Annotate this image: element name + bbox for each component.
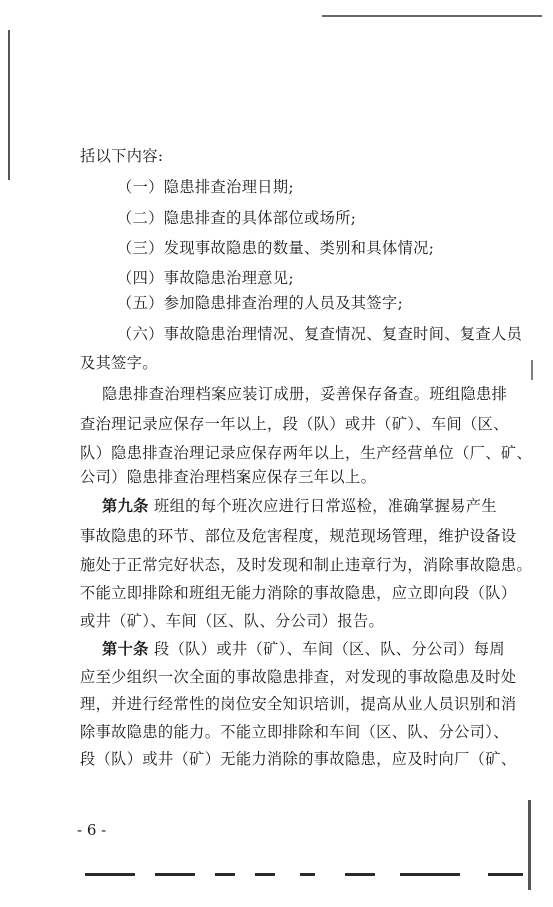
text-line: [117, 177, 513, 197]
line-text: （三）发现事故隐患的数量、类别和具体情况;: [117, 239, 435, 257]
line-text: 应至少组织一次全面的事故隐患排查，对发现的事故隐患及时处: [80, 668, 517, 686]
text-line: [117, 208, 513, 228]
line-text: （四）事故隐患治理意见;: [117, 269, 294, 287]
text-line: [117, 293, 513, 313]
scan-edge-mark: [488, 873, 523, 876]
line-text: 查治理记录应保存一年以上，段（队）或井（矿）、车间（区、: [80, 415, 509, 433]
scan-edge-mark: [400, 873, 460, 876]
line-text: （六）事故隐患治理情况、复查情况、复查时间、复查人员: [117, 325, 523, 343]
line-text: （一）隐患排查治理日期;: [117, 178, 294, 196]
text-line: [102, 639, 513, 659]
text-line: [80, 526, 517, 546]
scan-edge-mark: [300, 873, 315, 876]
text-line: [80, 467, 513, 487]
scan-edge-mark: [215, 873, 235, 876]
text-line: [102, 496, 513, 516]
line-text: 不能立即排除和班组无能力消除的事故隐患，应立即向段（队）: [80, 584, 517, 602]
scan-edge-mark: [345, 873, 375, 876]
text-line: [80, 555, 533, 575]
line-text: 公司）隐患排查治理档案应保存三年以上。: [80, 468, 377, 486]
line-text: 及其签字。: [80, 354, 158, 372]
text-line: [80, 694, 517, 714]
line-text: 或井（矿）、车间（区、队、分公司）报告。: [80, 612, 385, 630]
text-line: [80, 353, 513, 373]
text-line: [80, 414, 513, 434]
line-text: 段（队）或井（矿）无能力消除的事故隐患，应及时向厂（矿、: [80, 750, 517, 768]
page-number: - 6 -: [77, 821, 107, 839]
line-text: （五）参加隐患排查治理的人员及其签字;: [117, 294, 404, 312]
line-text: 理，并进行经常性的岗位安全知识培训，提高从业人员识别和消: [80, 695, 517, 713]
line-text: 施处于正常完好状态，及时发现和制止违章行为，消除事故隐患。: [80, 556, 533, 574]
text-line: [117, 238, 513, 258]
line-text: 段（队）或井（矿）、车间（区、队、分公司）每周: [148, 640, 505, 658]
text-line: [80, 583, 517, 603]
text-line: [80, 749, 517, 769]
scan-edge-mark: [255, 873, 275, 876]
article-heading: 第九条: [102, 497, 149, 515]
text-line: [80, 146, 513, 166]
text-line: [80, 611, 513, 631]
text-line: [102, 384, 513, 404]
line-text: 隐患排查治理档案应装订成册，妥善保存备查。班组隐患排: [102, 385, 508, 403]
text-line: [117, 268, 513, 288]
line-text: 班组的每个班次应进行日常巡检，准确掌握易产生: [148, 497, 497, 515]
text-line: [80, 722, 513, 742]
scan-edge-mark: [322, 15, 542, 17]
line-text: 除事故隐患的能力。不能立即排除和车间（区、队、分公司）、: [80, 723, 509, 741]
article-heading: 第十条: [102, 640, 149, 658]
scan-edge-mark: [8, 30, 10, 180]
line-text: 队）隐患排查治理记录应保存两年以上，生产经营单位（厂、矿、: [80, 444, 533, 462]
line-text: （二）隐患排查的具体部位或场所;: [117, 209, 357, 227]
text-line: [80, 443, 533, 463]
scan-edge-mark: [528, 800, 531, 890]
line-text: 事故隐患的环节、部位及危害程度，规范现场管理，维护设备设: [80, 527, 517, 545]
text-line: [80, 667, 517, 687]
text-line: [117, 324, 523, 344]
line-text: 括以下内容:: [80, 147, 164, 165]
scan-edge-mark: [85, 873, 135, 876]
scan-edge-mark: [531, 360, 533, 380]
scan-edge-mark: [155, 873, 195, 876]
